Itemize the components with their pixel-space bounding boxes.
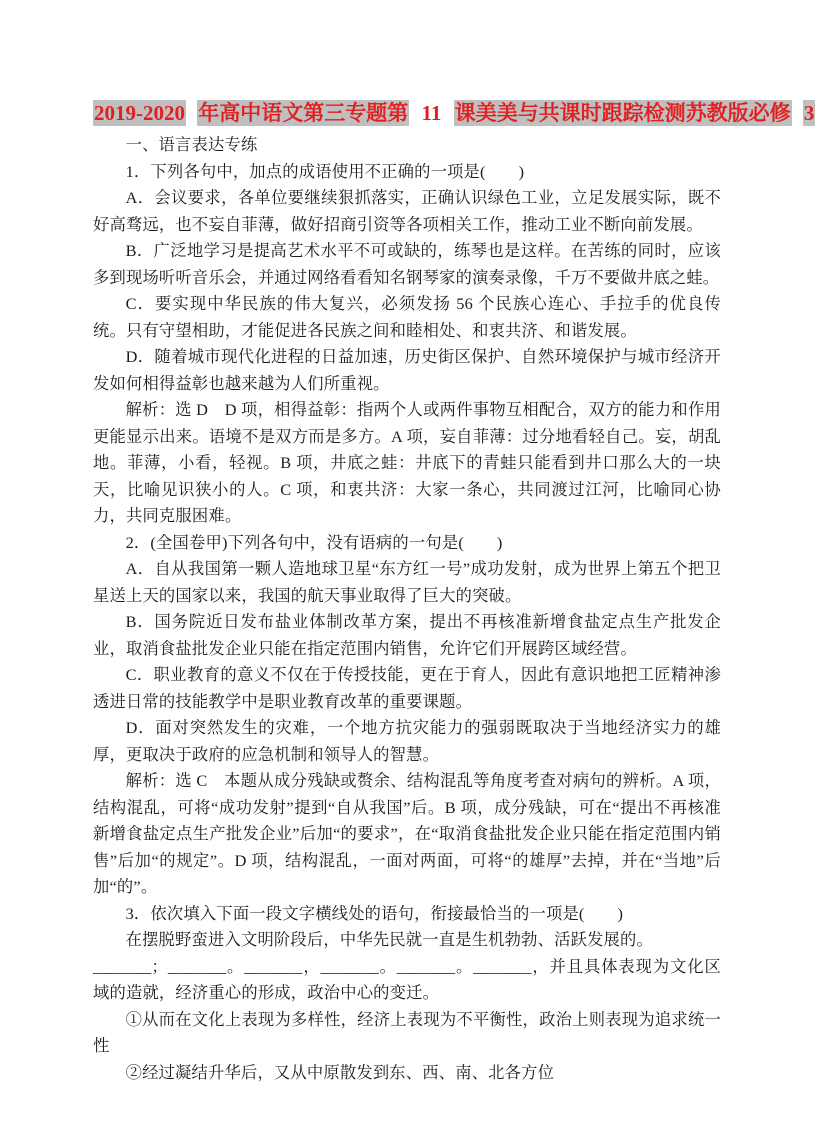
paragraph: 一、语言表达专练 — [125, 135, 258, 154]
document-body — [93, 132, 721, 1086]
paragraph: 在摆脱野蛮进入文明阶段后，中华先民就一直是生机勃勃、活跃发展的。 — [125, 930, 653, 949]
paragraph: D．随着城市现代化进程的日益加速，历史街区保护、自然环境保护与城市经济开发如何相得益彰也越来越为人们所重视。 — [93, 347, 721, 393]
paragraph: C．职业教育的意义不仅在于传授技能，更在于育人，因此有意识地把工匠精神渗透进日常的技能教学中是职业教育改革的重要课题。 — [93, 665, 721, 711]
paragraph: B．国务院近日发布盐业体制改革方案，提出不再核准新增食盐定点生产批发企业，取消食盐批发企业只能在指定范围内销售，允许它们开展跨区域经营。 — [93, 612, 721, 658]
paragraph: C．要实现中华民族的伟大复兴，必须发扬 56 个民族心连心、手拉手的优良传统。只有守望相助，才能促进各民族之间和睦相处、和衷共济、和谐发展。 — [93, 294, 721, 340]
title-segment: 3 — [803, 101, 815, 125]
paragraph: D．面对突然发生的灾难，一个地方抗灾能力的强弱既取决于当地经济实力的雄厚，更取决于政府的应急机制和领导人的智慧。 — [93, 718, 721, 764]
title-segment: 年高中语文第三专题第 — [198, 101, 409, 125]
paragraph: _______；_______。_______，_______。_______。_______，并且具体表现为文化区域的造就，经济重心的形成，政治中心的变迁。 — [93, 956, 721, 1002]
paragraph: B．广泛地学习是提高艺术水平不可或缺的，练琴也是这样。在苦练的同时，应该多到现场听听音乐会，并通过网络看看知名钢琴家的演奏录像，千万不要做井底之蛙。 — [93, 241, 721, 287]
paragraph: 1．下列各句中，加点的成语使用不正确的一项是( ) — [125, 161, 525, 181]
title-segment: 课美美与共课时跟踪检测苏教版必修 — [454, 101, 791, 125]
document-page — [93, 98, 815, 1086]
paragraph: A．会议要求，各单位要继续狠抓落实，正确认识绿色工业，立足发展实际，既不好高骛远，也不妄自菲薄，做好招商引资等各项相关工作，推动工业不断向前发展。 — [93, 188, 721, 234]
paragraph: 解析：选 C 本题从成分残缺或赘余、结构混乱等角度考查对病句的辨析。A 项，结构混乱，可将“成功发射”提到“自从我国”后。B 项，成分残缺，可在“提出不再核准新增食盐定点生产批发企业”后加“的要求”，在“取消食盐批发企业只能在指定范围内销售”后加“的规定”。D 项，结构混乱，一面对两面，可将“的雄厚”去掉，并在“当地”后加“的”。 — [93, 771, 721, 896]
title-segment: 11 — [421, 101, 442, 125]
paragraph: ①从而在文化上表现为多样性，经济上表现为不平衡性，政治上则表现为追求统一性 — [93, 1009, 721, 1055]
paragraph: 3．依次填入下面一段文字横线处的语句，衔接最恰当的一项是( ) — [125, 903, 624, 923]
paragraph: A．自从我国第一颗人造地球卫星“东方红一号”成功发射，成为世界上第五个把卫星送上天的国家以来，我国的航天事业取得了巨大的突破。 — [93, 559, 721, 605]
document-title — [93, 98, 815, 128]
paragraph: ②经过凝结升华后，又从中原散发到东、西、南、北各方位 — [125, 1062, 555, 1082]
title-segment: 2019-2020 — [94, 101, 185, 125]
paragraph: 解析：选 D D 项，相得益彰：指两个人或两件事物互相配合，双方的能力和作用更能显示出来。语境不是双方而是多方。A 项，妄自菲薄：过分地看轻自己。妄，胡乱地。菲薄，小看，轻视。B 项，井底之蛙：井底下的青蛙只能看到井口那么大的一块天，比喻见识狭小的人。C 项，和衷共济：大家一条心，共同渡过江河，比喻同心协力，共同克服困难。 — [93, 400, 721, 525]
paragraph: 2．(全国卷甲)下列各句中，没有语病的一句是( ) — [125, 532, 503, 552]
